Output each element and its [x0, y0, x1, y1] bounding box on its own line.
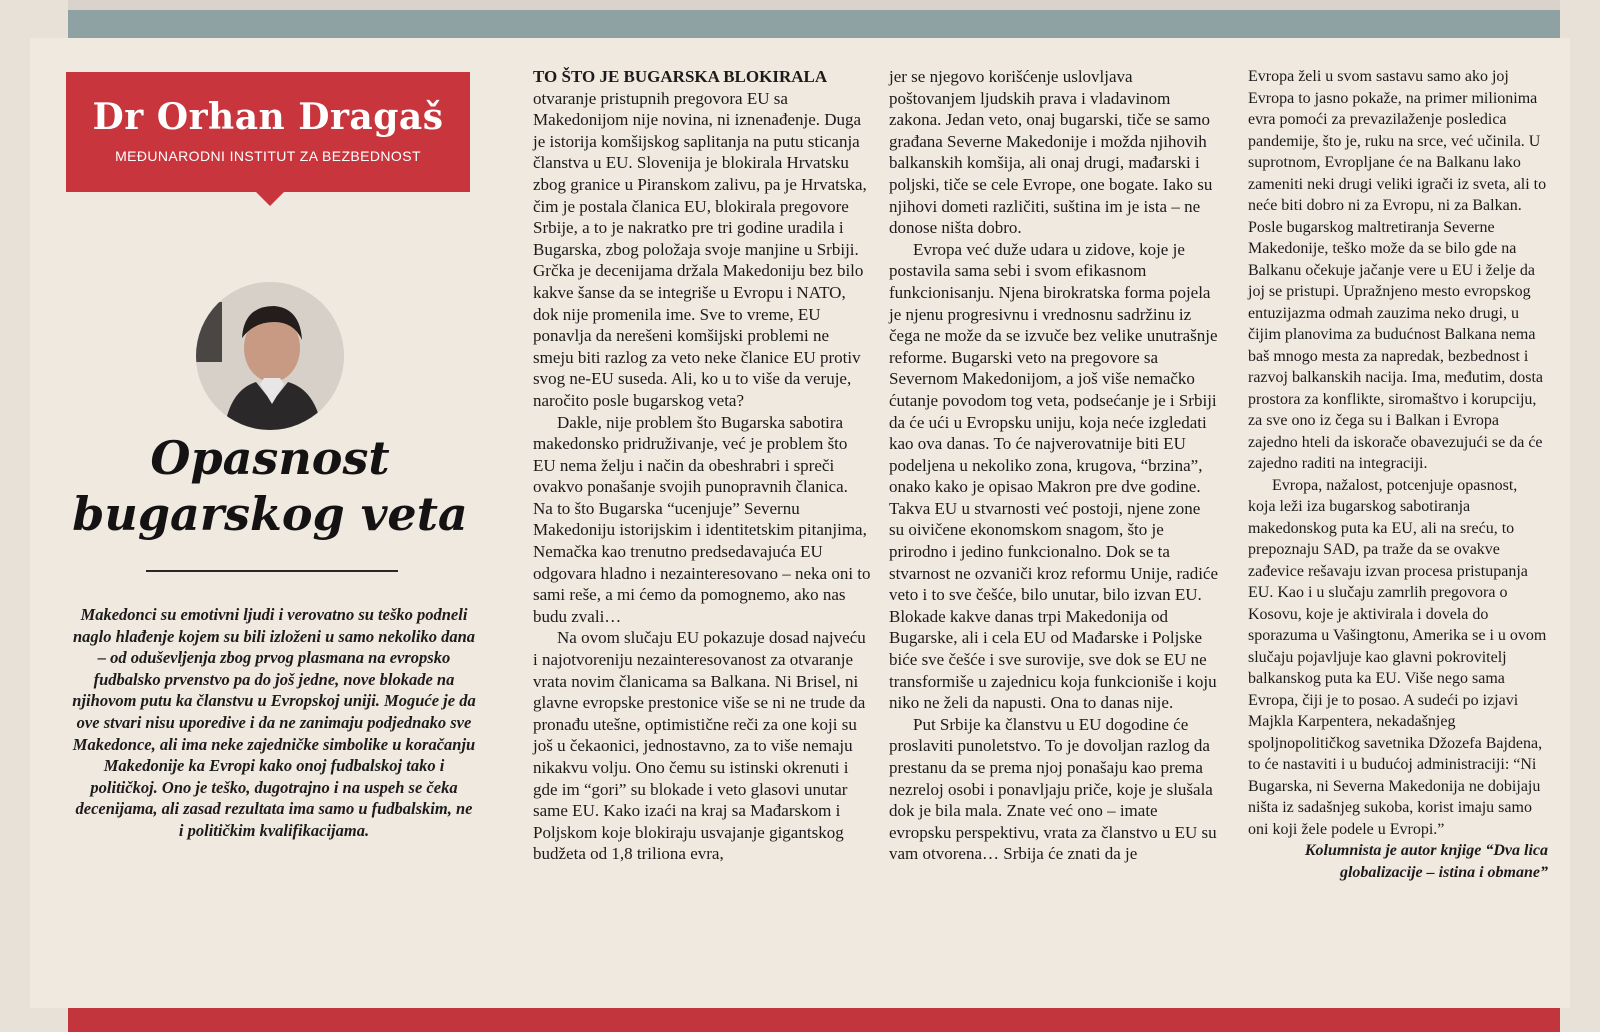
column2-paragraph-1: jer se njegovo korišćenje uslovljava poštovanjem ljudskih prava i vladavinom zakona. Jedan veto, onaj bugarski, tiče se samo građana Severne Makedonije i možda njihovih balkanskih komšija, ali onaj drugi, mađarski i poljski, tiče se cele Evrope, one bogate. Iako su njihovi dometi različiti, suština im je ista – ne donose ništa dobro. — [889, 67, 1213, 238]
author-portrait-icon — [196, 282, 344, 430]
column1-paragraph-3: Na ovom slučaju EU pokazuje dosad najveću i najotvoreniju nezainteresovanost za otvaranje vrata novim članicama sa Balkana. Ni Brisel, ni glavne evropske prestonice više se ni ne trude da pronađu utešne, optimistične reči za one koji su još u čekaonici, jednostavno, za to više nemaju nikakvu volju. Ono čemu su istinski okrenuti i gde im “gori” su blokade i veto glasovi unutar same EU. Kako izaći na kraj sa Mađarskom i Poljskom koje blokiraju usvajanje gigantskog budžeta od 1,8 triliona evra, — [533, 628, 866, 864]
article-lead: Makedonci su emotivni ljudi i verovatno su teško podneli naglo hlađenje kojem su bili izloženi u samo nekoliko dana – od oduševljenja zbog prvog plasmana na evropsko fudbalsko prvenstvo pa do još jedne, nove blokade na njihovom putu ka članstvu u Evropskoj uniji. Moguće je da ove stvari nisu uporedive i da ne zanimaju podjednako sve Makedonce, ali ima neke zajedničke simbolike u koračanju Makedonije ka Evropi kako onoj fudbalskoj tako i političkoj. Ono je teško, dugotrajno i na uspeh se čeka decenijama, ali zasad rezultata ima samo u fudbalskim, ne i političkim kvalifikacijama. — [72, 605, 476, 840]
column3-paragraph-2: Evropa, nažalost, potcenjuje opasnost, koja leži iza bugarskog sabotiranja makedonskog puta ka EU, ali na sreću, to prepoznaju SAD, pa traže da se ovakve zađevice rešavaju izvan procesa pristupanja EU. Kao i u slučaju zamrlih pregovora o Kosovu, koje je aktivirala i dovela do sporazuma u Vašingtonu, Amerika se i u ovom slučaju pojavljuje kao glavni pokrovitelj balkanskog puta ka EU. Više nego sama Evropa, čiji je to posao. A sudeći po izjavi Majkla Karpentera, nekadašnjeg spoljnopolitičkog savetnika Džozefa Bajdena, to će nastaviti i u budućoj administraciji: “Ni Bugarska, ni Severna Makedonija ne dobijaju ništa iz sadašnjeg sukoba, korist imaju samo oni koji žele podele u Evropi.” — [1248, 476, 1547, 838]
author-institution: MEĐUNARODNI INSTITUT ZA BEZBEDNOST — [115, 148, 421, 164]
column1-paragraph-1: otvaranje pristupnih pregovora EU sa Makedonijom nije novina, ni iznenađenje. Duga je istorija komšijskog saplitanja na putu sticanja članstva u EU. Slovenija je blokirala Hrvatsku zbog granice u Piranskom zalivu, pa je Hrvatska, čim je postala članica EU, blokirala pregovore Srbije, a to je nakratko pre tri godine uradila i Bugarska, zbog položaja svoje manjine u Srbiji. Grčka je decenijama držala Makedoniju bez bilo kakve šanse da se integriše u Evropu i NATO, dok nije promenila ime. Sve to vreme, EU ponavlja da nerešeni komšijski problemi ne smeju biti razlog za veto neke članice EU protiv svog ne-EU suseda. Ali, ko u to više da veruje, naročito posle bugarskog veta? — [533, 88, 867, 410]
column2-paragraph-3: Put Srbije ka članstvu u EU dogodine će proslaviti punoletstvo. To je dovoljan razlog da prestanu da se prema njoj ponašaju kao prema nezreloj osobi i ponavljaju priče, koje je slušala dok je bila mala. Znate već ono – imate evropsku perspektivu, vrata za članstvo u EU su vam otvorena… Srbija će znati da je — [889, 714, 1217, 864]
author-name: Dr Orhan Dragaš — [92, 96, 444, 138]
column1-paragraph-2: Dakle, nije problem što Bugarska sabotira makedonsko pridruživanje, već je problem što EU nema želju i način da obeshrabri i spreči ovakvo ponašanje svojih punopravnih članica. Na to što Bugarska “ucenjuje” Severnu Makedoniju istorijskim i identitetskim pitanjima, Nemačka kao trenutno predsedavajuća EU odgovara hladno i nezainteresovano – neka oni to sami reše, a mi ćemo da pomognemo, ako nas budu zvali… — [533, 412, 871, 626]
article-column-1 — [533, 66, 871, 865]
bottom-color-band — [68, 1008, 1560, 1032]
headline-divider — [146, 570, 398, 572]
author-banner — [66, 72, 470, 192]
column-kicker: TO ŠTO JE BUGARSKA BLOKIRALA — [533, 67, 828, 86]
article-column-2 — [889, 66, 1219, 865]
author-photo — [196, 282, 344, 430]
article-headline: Opasnost bugarskog veta — [72, 431, 468, 541]
top-color-band — [68, 0, 1560, 38]
column3-paragraph-1: Evropa želi u svom sastavu samo ako joj Evropa to jasno pokaže, na primer milionima evra pomoći za prevazilaženje posledica pandemije, što je, ruku na srce, već učinila. U suprotnom, Evropljane će na Balkanu lako zameniti neki drugi veliki igrači iz sveta, ali to neće biti dobro ni za Evropu, ni za Balkan. Posle bugarskog maltretiranja Severne Makedonije, teško može da se bilo gde na Balkanu očekuje jačanje vere u EU i želje da joj se pristupi. Upražnjeno mesto evropskog entuzijazma odmah zauzima neko drugi, u čijim planovima za budućnost Balkana nema baš mnogo mesta za napredak, bezbednost i razvoj balkanskih nacija. Ima, međutim, dosta prostora za konflikte, siromaštvo i korupciju, za sve ono iz čega su i Balkan i Evropa zajedno hteli da iskorače obavezujući se da će zajedno raditi na integraciji. — [1248, 68, 1547, 472]
column2-paragraph-2: Evropa već duže udara u zidove, koje je postavila sama sebi i svom efikasnom funkcionisanju. Njena birokratska forma pojela je njenu progresivnu i vrednosnu sadržinu iz čega ne može da se izvuče bez velike unutrašnje reforme. Bugarski veto na pregovore sa Severnom Makedonijom, a još više nemačko ćutanje povodom tog veta, podsećanje je i Srbiji da će ući u Evropsku uniju, koja neće izgledati kao ova danas. To će najverovatnije biti EU podeljena u nekoliko zona, krugova, “brzina”, onako kako je opisao Makron pre dve godine. Takva EU u stvarnosti već postoji, njene zone su oivičene ekonomskom snagom, što je prirodno i jedino funkcionalno. Dok se ta stvarnost ne ozvaniči kroz reformu Unije, radiće veto i to sve češće, bilo unutar, bilo izvan EU. Blokade kakve danas trpi Makedonija od Bugarske, ali i cela EU od Mađarske i Poljske biće sve češće i sve surovije, sve dok se EU ne transformiše u zajednicu koja funkcioniše i koju niko ne želi da napusti. Ona to danas nije. — [889, 239, 1219, 713]
article-column-3 — [1248, 66, 1548, 883]
author-credit: Kolumnista je autor knjige “Dva lica globalizacije – istina i obmane” — [1304, 842, 1548, 881]
top-band-strip — [68, 0, 1560, 10]
